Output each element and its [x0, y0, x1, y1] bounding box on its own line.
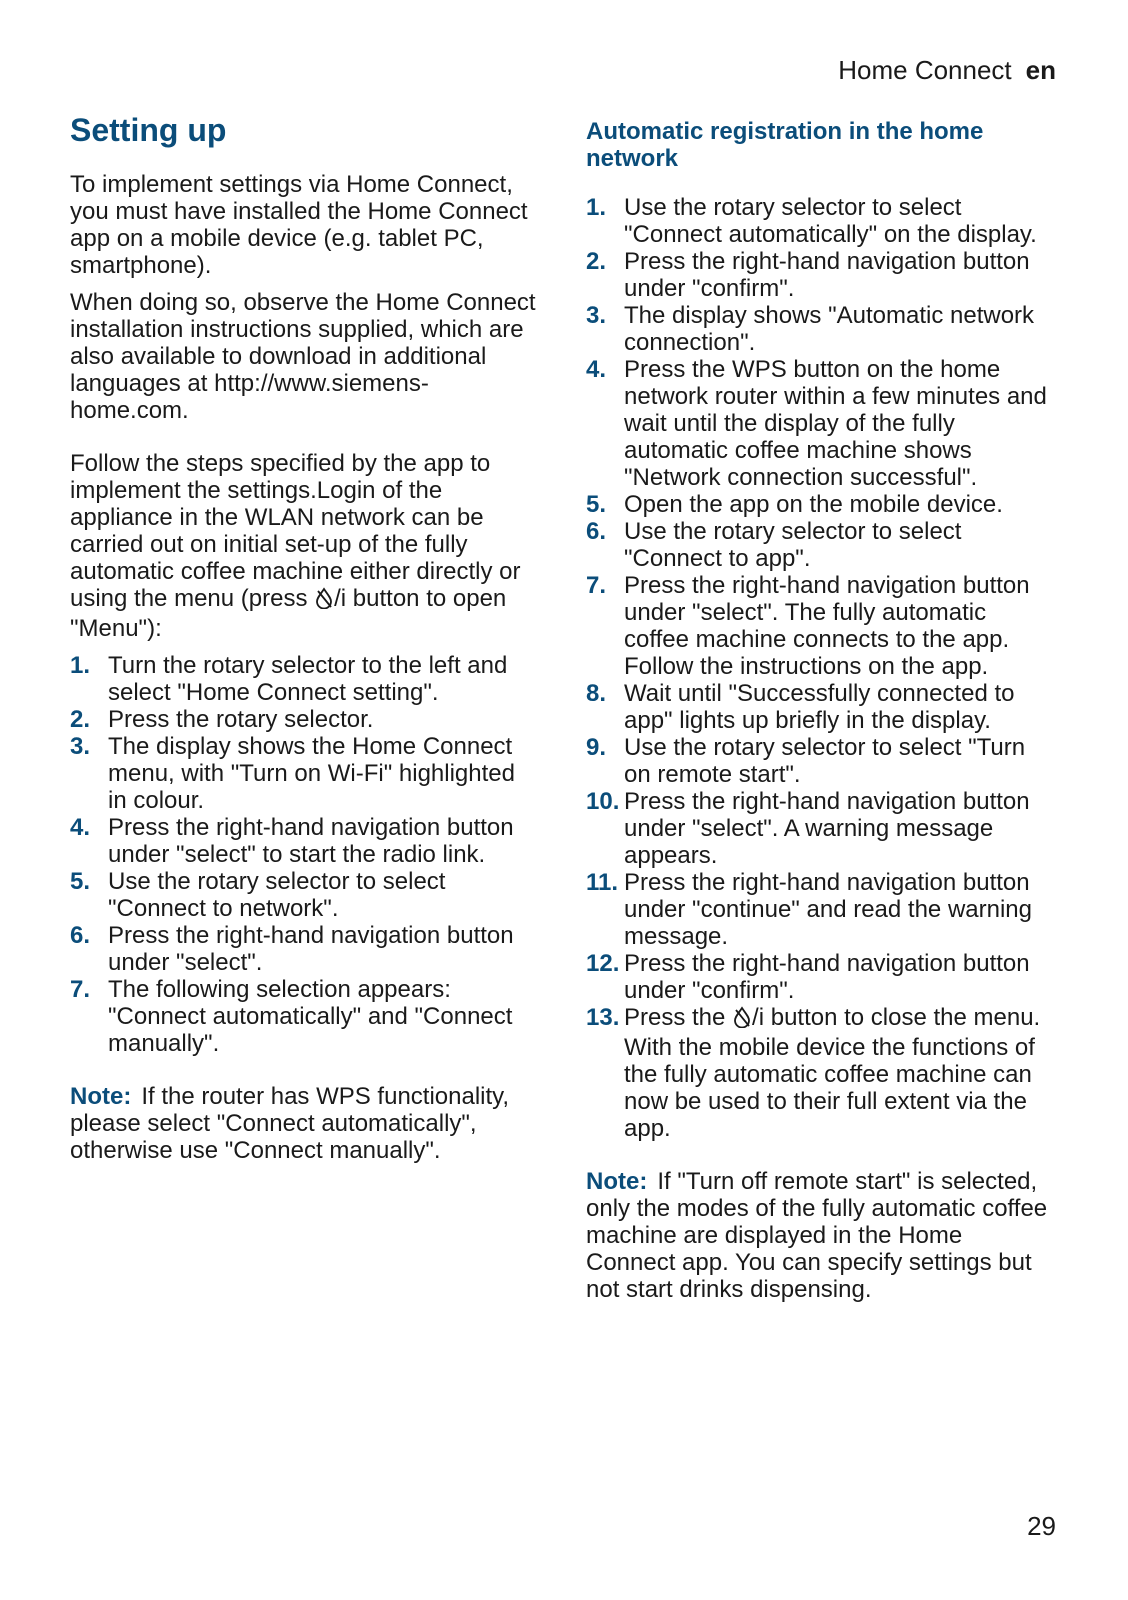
step-text: Press the right-hand navigation button under "select". A warning message appears. — [624, 788, 1030, 869]
step-number: 12. — [586, 950, 620, 977]
list-item — [70, 706, 540, 733]
list-item — [586, 572, 1056, 680]
intro-paragraph: To implement settings via Home Connect, you must have installed the Home Connect app on a mobile device (e.g. tablet PC, smartphone). — [70, 171, 528, 279]
list-item — [586, 302, 1056, 356]
step-number: 5. — [70, 868, 91, 895]
note-label: Note: — [70, 1083, 132, 1110]
note-label: Note: — [586, 1168, 648, 1195]
list-item — [586, 356, 1056, 491]
step-number: 2. — [70, 706, 91, 733]
step-number: 7. — [586, 572, 607, 599]
step-text: Use the rotary selector to select "Connect to app". — [624, 518, 962, 572]
list-item — [70, 814, 540, 868]
instructions-paragraph: When doing so, observe the Home Connect installation instructions supplied, which are also available to download in additional languages at http://www.siemens-home.com. — [70, 289, 536, 424]
left-note — [70, 1083, 540, 1164]
list-item — [70, 868, 540, 922]
steps-intro-paragraph — [70, 450, 540, 642]
step-number: 1. — [586, 194, 607, 221]
steps-intro-after: button to open "Menu"): — [70, 585, 507, 642]
step-number: 7. — [70, 976, 91, 1003]
page-header — [838, 55, 1056, 86]
step-number: 13. — [586, 1004, 620, 1031]
language-code: en — [1025, 55, 1056, 85]
step-text: Open the app on the mobile device. — [624, 491, 1003, 518]
subsection-title: Automatic registration in the home network — [586, 118, 984, 172]
list-item — [586, 1004, 1056, 1142]
step-number: 6. — [586, 518, 607, 545]
step-text: Press the right-hand navigation button under "select". The fully automatic coffee machine connects to the app. Follow the instructions on the app. — [624, 572, 1030, 680]
drop-menu-icon — [314, 587, 334, 615]
list-item — [70, 976, 540, 1057]
step-text: Press the right-hand navigation button under "select". — [108, 922, 514, 976]
step-text: Press the rotary selector. — [108, 706, 374, 733]
header-title: Home Connect — [838, 55, 1012, 85]
step-text: The display shows the Home Connect menu, with "Turn on Wi-Fi" highlighted in colour. — [108, 733, 515, 814]
note-text: If the router has WPS functionality, please select "Connect automatically", otherwise use "Connect manually". — [70, 1083, 510, 1164]
list-item — [586, 869, 1056, 950]
step-text: Use the rotary selector to select "Connect automatically" on the display. — [624, 194, 1037, 248]
step-text: Use the rotary selector to select "Connect to network". — [108, 868, 446, 922]
right-steps-list — [586, 194, 1056, 1142]
step-text: Wait until "Successfully connected to app" lights up briefly in the display. — [624, 680, 1015, 734]
step-number: 11. — [586, 869, 619, 896]
drop-menu-icon — [732, 1006, 752, 1034]
step-text: Press the right-hand navigation button under "select" to start the radio link. — [108, 814, 514, 868]
step-text: Press the right-hand navigation button under "confirm". — [624, 248, 1030, 302]
step-text: The following selection appears: "Connect automatically" and "Connect manually". — [108, 976, 513, 1057]
step-number: 9. — [586, 734, 607, 761]
steps-intro-before: Follow the steps specified by the app to implement the settings.Login of the appliance in the WLAN network can be carried out on initial set-up of the fully automatic coffee machine either directly or using the menu (press — [70, 450, 521, 612]
step-number: 1. — [70, 652, 91, 679]
step-text: Press the right-hand navigation button under "continue" and read the warning message. — [624, 869, 1032, 950]
list-item — [586, 680, 1056, 734]
step-text-before: Press the — [624, 1004, 733, 1031]
step-text: Turn the rotary selector to the left and select "Home Connect setting". — [108, 652, 508, 706]
page-number: 29 — [1027, 1511, 1056, 1541]
menu-icon-suffix: /i — [752, 1004, 765, 1031]
right-column — [586, 118, 1056, 1313]
step-number: 6. — [70, 922, 91, 949]
step-text: The display shows "Automatic network connection". — [624, 302, 1035, 356]
list-item — [586, 194, 1056, 248]
step-number: 2. — [586, 248, 607, 275]
right-note — [586, 1168, 1056, 1303]
step-text: Use the rotary selector to select "Turn on remote start". — [624, 734, 1026, 788]
list-item — [586, 248, 1056, 302]
step-number: 4. — [586, 356, 607, 383]
step-number: 8. — [586, 680, 607, 707]
note-text: If "Turn off remote start" is selected, only the modes of the fully automatic coffee machine are displayed in the Home Connect app. You can specify settings but not start drinks dispensing. — [586, 1168, 1048, 1303]
step-number: 3. — [586, 302, 607, 329]
list-item — [70, 733, 540, 814]
list-item — [586, 734, 1056, 788]
left-steps-list — [70, 652, 540, 1057]
left-column — [70, 112, 540, 1174]
list-item — [586, 491, 1056, 518]
list-item — [70, 922, 540, 976]
step-text: Press the WPS button on the home network router within a few minutes and wait until the display of the fully automatic coffee machine shows "Network connection successful". — [624, 356, 1047, 491]
step-number: 3. — [70, 733, 91, 760]
list-item — [586, 788, 1056, 869]
step-number: 5. — [586, 491, 607, 518]
step-text: Press the right-hand navigation button under "confirm". — [624, 950, 1030, 1004]
section-title: Setting up — [70, 112, 227, 148]
list-item — [70, 652, 540, 706]
step-number: 10. — [586, 788, 620, 815]
menu-icon-suffix: /i — [334, 585, 347, 612]
list-item — [586, 518, 1056, 572]
step-number: 4. — [70, 814, 91, 841]
step-text-after: button to close the menu. With the mobile device the functions of the fully automatic coffee machine can now be used to their full extent via the app. — [624, 1004, 1041, 1142]
list-item — [586, 950, 1056, 1004]
